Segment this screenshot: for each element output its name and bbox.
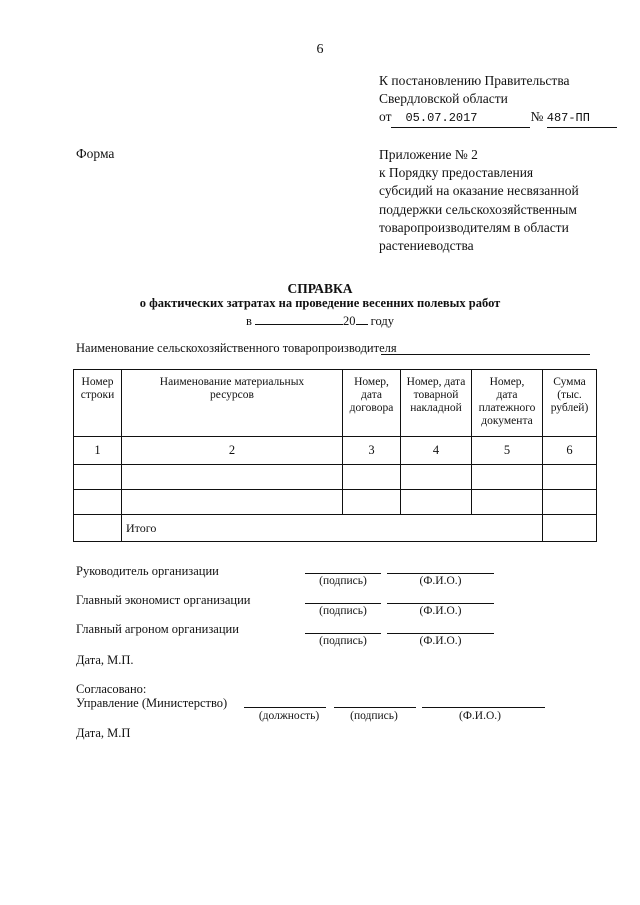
column-number-row — [74, 437, 597, 465]
table-cell[interactable] — [343, 465, 401, 490]
table-cell[interactable] — [74, 515, 122, 542]
table-cell[interactable] — [74, 490, 122, 515]
agronomist-name-field[interactable] — [387, 633, 494, 634]
appendix-line: поддержки сельскохозяйственным — [379, 201, 577, 217]
table-cell[interactable] — [472, 465, 543, 490]
signature-caption: (подпись) — [319, 605, 367, 617]
column-number: 6 — [543, 437, 597, 465]
column-number: 5 — [472, 437, 543, 465]
table-cell[interactable] — [122, 490, 343, 515]
header-cell: Номер, дата товарной накладной — [401, 370, 472, 437]
ministry-name-field[interactable] — [422, 707, 545, 708]
decree-number-field — [547, 108, 617, 128]
appendix-line: к Порядку предоставления — [379, 165, 534, 181]
year-blank[interactable] — [356, 313, 368, 325]
header-cell: Наименование материальных ресурсов — [122, 370, 343, 437]
ministry-position-field[interactable] — [244, 707, 326, 708]
header-cell: Номер, дата договора — [343, 370, 401, 437]
appendix-line: товаропроизводителям в области — [379, 219, 569, 235]
table-row — [74, 465, 597, 490]
header-cell: Сумма (тыс. рублей) — [543, 370, 597, 437]
agreed-label: Согласовано: — [76, 682, 147, 696]
date-stamp-label: Дата, М.П. — [76, 653, 134, 667]
column-number: 2 — [122, 437, 343, 465]
document-title: СПРАВКА — [287, 281, 353, 296]
expense-table — [73, 369, 597, 542]
appendix-line: субсидий на оказание несвязанной — [379, 183, 579, 199]
column-number: 1 — [74, 437, 122, 465]
agronomist-signature-label: Главный агроном организации — [76, 622, 239, 636]
appendix-title: Приложение № 2 — [379, 147, 478, 162]
producer-label: Наименование сельскохозяйственного товаропроизводителя — [76, 341, 397, 355]
appendix-line: растениеводства — [379, 238, 474, 254]
ministry-signature-field[interactable] — [334, 707, 416, 708]
document-subtitle: о фактических затратах на проведение весенних полевых работ — [139, 296, 501, 310]
table-cell[interactable] — [74, 465, 122, 490]
year-prefix: в — [246, 314, 252, 328]
signature-caption: (подпись) — [319, 575, 367, 587]
appendix-block — [379, 146, 629, 255]
position-caption: (должность) — [258, 710, 320, 722]
table-cell[interactable] — [122, 465, 343, 490]
decree-number-prefix: № — [530, 109, 544, 124]
column-number: 3 — [343, 437, 401, 465]
table-header-row — [74, 370, 597, 437]
table-cell[interactable] — [343, 490, 401, 515]
total-label: Итого — [122, 515, 543, 542]
table-cell[interactable] — [543, 465, 597, 490]
decree-date-line — [379, 108, 629, 128]
signature-caption: (подпись) — [319, 635, 367, 647]
reporting-year-line — [0, 313, 640, 329]
producer-name-field[interactable] — [381, 354, 590, 355]
decree-from-prefix: от — [379, 109, 392, 124]
agronomist-signature-field[interactable] — [305, 633, 381, 634]
total-sum-cell[interactable] — [543, 515, 597, 542]
decree-line-2: Свердловской области — [379, 91, 508, 106]
total-row — [74, 515, 597, 542]
name-caption: (Ф.И.О.) — [419, 605, 462, 617]
ministry-label: Управление (Министерство) — [76, 696, 228, 710]
decree-reference — [379, 72, 629, 128]
head-signature-field[interactable] — [305, 573, 381, 574]
column-number: 4 — [401, 437, 472, 465]
decree-date-field — [391, 108, 530, 128]
year-suffix: году — [370, 314, 394, 328]
decree-line-1: К постановлению Правительства — [379, 73, 570, 88]
date-stamp-label: Дата, М.П — [76, 726, 131, 740]
signature-caption: (подпись) — [350, 710, 398, 722]
economist-signature-field[interactable] — [305, 603, 381, 604]
header-cell: Номер строки — [74, 370, 122, 437]
head-name-field[interactable] — [387, 573, 494, 574]
table-cell[interactable] — [401, 490, 472, 515]
table-cell[interactable] — [543, 490, 597, 515]
year-middle: 20 — [343, 314, 356, 328]
name-caption: (Ф.И.О.) — [419, 575, 462, 587]
month-blank[interactable] — [255, 313, 343, 325]
table-cell[interactable] — [401, 465, 472, 490]
name-caption: (Ф.И.О.) — [419, 635, 462, 647]
head-signature-label: Руководитель организации — [76, 564, 219, 578]
economist-signature-label: Главный экономист организации — [76, 593, 251, 607]
header-cell: Номер, дата платежного документа — [472, 370, 543, 437]
form-label: Форма — [76, 146, 115, 161]
decree-number: 487-ПП — [546, 111, 590, 125]
table-cell[interactable] — [472, 490, 543, 515]
table-row — [74, 490, 597, 515]
economist-name-field[interactable] — [387, 603, 494, 604]
page-number: 6 — [316, 42, 324, 57]
decree-date: 05.07.2017 — [405, 111, 478, 125]
name-caption: (Ф.И.О.) — [459, 710, 501, 722]
